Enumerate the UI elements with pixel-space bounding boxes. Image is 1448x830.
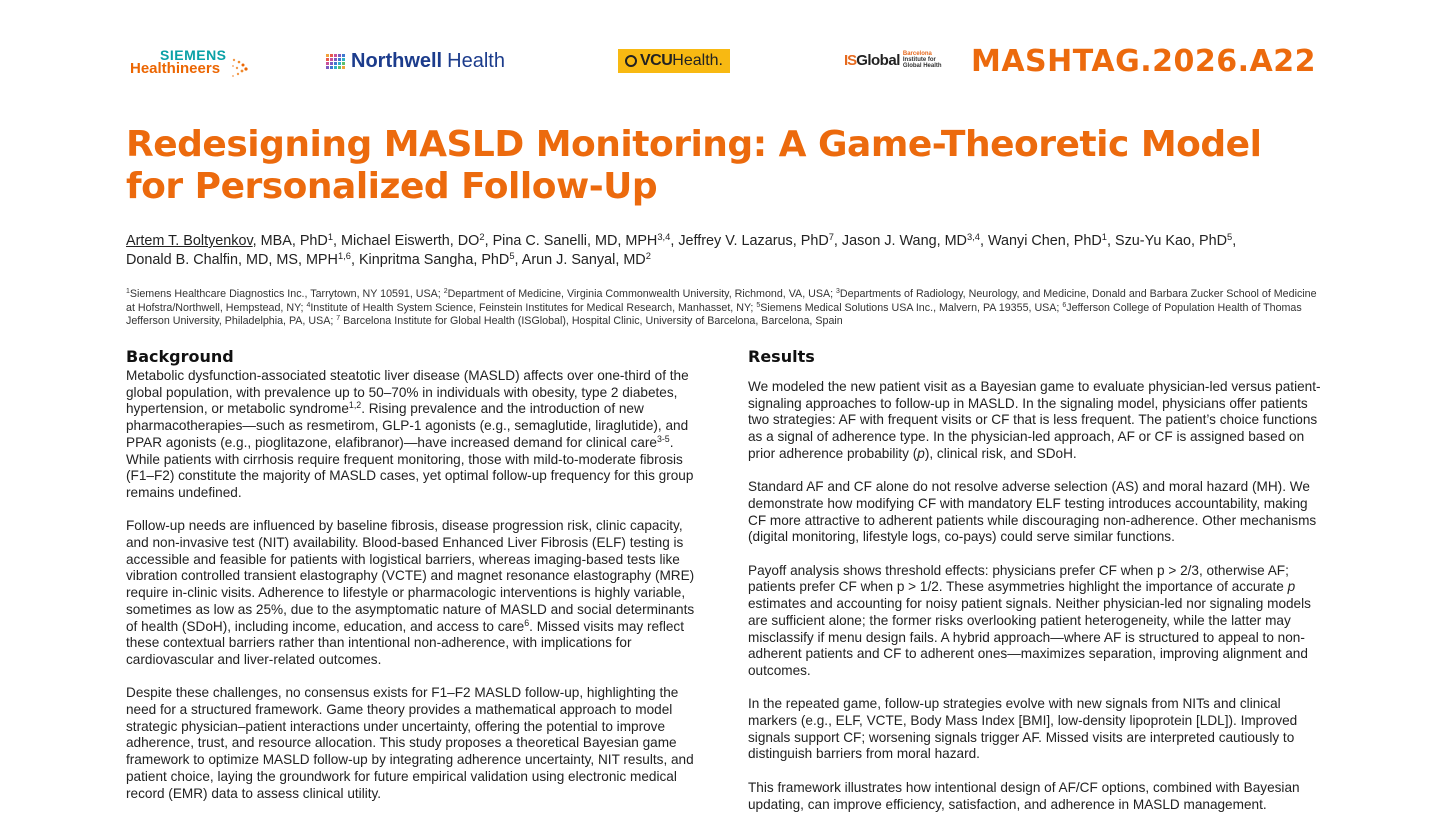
author-sup: 5: [1227, 231, 1233, 242]
affiliation-sup: 6: [1062, 301, 1067, 309]
affiliation: Jefferson College of Population Health of Thomas Jefferson University, Philadelphia, PA, USA;: [126, 301, 1302, 328]
isglobal-sub-institute: Institute for: [902, 57, 936, 63]
isglobal-global-text: Global: [856, 51, 900, 69]
results-paragraph-2: Standard AF and CF alone do not resolve adverse selection (AS) and moral hazard (MH). We demonstrate how modifying CF with mandatory ELF testing introduces accountability, making CF more attractive to adherent patients while discouraging non-adherence. Other mechanisms (digital monitoring, lifestyle logs, co-pays) could serve similar functions.: [748, 479, 1317, 545]
author: Jeffrey V. Lazarus, PhD: [678, 233, 829, 249]
author: Jason J. Wang, MD: [841, 233, 967, 249]
lead-author: Artem T. Boltyenkov: [126, 233, 253, 249]
vcu-health-logo: [618, 49, 730, 73]
affiliation: Institute of Health System Science, Feinstein Institutes for Medical Research, Manhasset, NY;: [310, 301, 757, 314]
northwell-health-logo: [326, 50, 505, 73]
author: Pina C. Sanelli, MD, MPH: [492, 233, 658, 249]
isglobal-logo: [844, 51, 942, 69]
siemens-dots-icon: [230, 56, 250, 80]
lead-author-degrees: , MBA, PhD: [252, 233, 328, 249]
isglobal-sub-barcelona: Barcelona: [902, 51, 932, 57]
affiliation-sup: 7: [336, 315, 341, 323]
citation-sup: 3-5: [656, 433, 670, 444]
northwell-grid-icon: [326, 54, 345, 69]
background-section: [126, 346, 706, 819]
results-paragraph-3: [748, 563, 1328, 680]
citation-sup: 1,2: [348, 400, 362, 411]
author-sup: 1: [327, 231, 334, 242]
abstract-code: MASHTAG.2026.A22: [970, 44, 1316, 79]
affiliation: Departments of Radiology, Neurology, and Medicine, Donald and Barbara Zucker School of Medicine at Hofstra/Northwell, Hempstead, NY;: [126, 288, 1317, 314]
healthineers-logo-text: Healthineers: [130, 60, 221, 77]
background-paragraph-3: Despite these challenges, no consensus exists for F1–F2 MASLD follow-up, highlighting the need for a structured framework. Game theory provides a mathematical approach to model strategic physician–patient interactions under uncertainty, offering the potential to improve adherence, trust, and resource allocation. This study proposes a theoretical Bayesian game framework to optimize MASLD follow-up by integrating adherence uncertainty, NIT results, and patient choice, laying the groundwork for future empirical validation using electronic medical record (EMR) data to assess clinical utility.: [126, 685, 694, 801]
affiliation: Barcelona Institute for Global Health (ISGlobal), Hospital Clinic, University of Barcelona, Barcelona, Spain: [340, 315, 843, 328]
italic-variable: p: [917, 445, 925, 461]
author-sup: 2: [479, 231, 485, 242]
paper-title: Redesigning MASLD Monitoring: A Game-Theoretic Model for Personalized Follow-Up: [126, 124, 1262, 207]
results-section: [748, 346, 1328, 830]
affiliation-sup: 2: [443, 288, 448, 296]
author-sup: 1,6: [337, 250, 351, 261]
author-sup: 3,4: [966, 231, 980, 242]
siemens-logo-text: SIEMENS: [160, 47, 227, 63]
text-run: . Missed visits may reflect these contextual barriers rather than intentional non-adherence, with implications for cardiovascular and liver-related outcomes.: [126, 618, 684, 667]
results-paragraph-5: This framework illustrates how intentional design of AF/CF options, combined with Bayesian updating, can improve efficiency, satisfaction, and adherence in MASLD management.: [748, 779, 1300, 812]
author-sup: 2: [645, 250, 651, 261]
isglobal-is-text: IS: [844, 51, 857, 69]
affiliation-sup: 3: [836, 288, 840, 296]
author: Szu-Yu Kao, PhD: [1115, 233, 1227, 249]
citation-sup: 6: [524, 617, 530, 628]
text-run: We modeled the new patient visit as a Bayesian game to evaluate physician-led versus patient-signaling approaches to follow-up in MASLD. In the signaling model, physicians offer patients two strategies: AF with frequent visits or CF that is less frequent. The patient’s choice functions as a signal of adherence type. In the physician-led approach, AF or CF is assigned based on prior adherence probability (: [748, 379, 1321, 461]
text-run: estimates and accounting for noisy patient signals. Neither physician-led nor signaling models are sufficient alone; the former risks overlooking patient heterogeneity, while the latter may misclassify if menu design fails. A hybrid approach—where AF is structured to appeal to non-adherent patients and CF to adherent ones—maximizes separation, improving alignment and outcomes.: [748, 596, 1311, 678]
health-logo-text: Health: [447, 50, 505, 72]
isglobal-sub-global-health: Global Health: [902, 63, 942, 69]
vcu-seal-icon: [625, 55, 637, 67]
vcu-health-logo-text: Health.: [672, 52, 723, 69]
author: Wanyi Chen, PhD: [987, 233, 1102, 249]
author: Kinpritma Sangha, PhD: [358, 251, 510, 268]
northwell-logo-text: Northwell: [351, 50, 443, 72]
isglobal-subtitle: [903, 51, 942, 69]
author-sup: 3,4: [657, 231, 671, 242]
text-run: Metabolic dysfunction-associated steatotic liver disease (MASLD) affects over one-third of the global population, with prevalence up to 50–70% in individuals with obesity, type 2 diabetes, hypertension, or metabolic syndrome: [126, 368, 689, 417]
background-paragraph-1: [126, 368, 706, 502]
affiliation: Siemens Medical Solutions USA Inc., Malvern, PA 19355, USA;: [760, 301, 1063, 314]
results-paragraph-4: In the repeated game, follow-up strategies evolve with new signals from NITs and clinical markers (e.g., ELF, VCTE, Body Mass Index [BMI], low-density lipoprotein [LDL]). Improved signals support CF; worsening signals trigger AF. Missed visits are interpreted cautiously to distinguish barriers from moral hazard.: [748, 696, 1298, 762]
text-run: . While patients with cirrhosis require frequent monitoring, those with mild-to-moderate fibrosis (F1–F2) constitute the majority of MASLD cases, yet optimal follow-up frequency for this group remains undefined.: [126, 434, 694, 500]
author-sup: 5: [509, 250, 515, 261]
text-run: Follow-up needs are influenced by baseline fibrosis, disease progression risk, clinic capacity, and non-invasive test (NIT) availability. Blood-based Enhanced Liver Fibrosis (ELF) testing is accessible and feasible for patients with logistical barriers, whereas imaging-based tests like vibration controlled transient elastography (VCTE) and magnet resonance elastography (MRE) require in-clinic visits. Adherence to lifestyle or pharmacologic interventions is highly variable, sometimes as low as 25%, due to the asymptomatic nature of MASLD and social determinants of health (SDoH), including income, education, and access to care: [126, 518, 695, 634]
vcu-logo-text: VCU: [640, 52, 673, 69]
author-sup: 1: [1101, 231, 1107, 242]
affiliations: [126, 288, 1326, 329]
siemens-healthineers-logo: [130, 48, 227, 76]
italic-variable: p: [1287, 579, 1296, 595]
affiliation-sup: 5: [756, 301, 761, 309]
author-sup: 7: [828, 231, 834, 242]
affiliation: Department of Medicine, Virginia Commonwealth University, Richmond, VA, USA;: [447, 288, 837, 300]
results-paragraph-1: [748, 379, 1328, 463]
text-run: Payoff analysis shows threshold effects: physicians prefer CF when p > 2/3, otherwise AF; patients prefer CF when p > 1/2. These asymmetries highlight the importance of accurate: [748, 562, 1289, 595]
background-heading: Background: [126, 347, 234, 366]
author: Arun J. Sanyal, MD: [521, 251, 646, 268]
author: Donald B. Chalfin, MD, MS, MPH: [126, 251, 338, 268]
background-paragraph-2: [126, 518, 706, 668]
affiliation-sup: 4: [306, 301, 311, 309]
text-run: ), clinical risk, and SDoH.: [924, 445, 1077, 461]
text-run: . Rising prevalence and the introduction of new pharmacotherapies—such as resmetirom, GLP-1 agonists (e.g., semaglutide, liraglutide), and PPAR agonists (e.g., pioglitazone, elafibranor)—have increased demand for clinical care: [126, 401, 689, 450]
author-list: Artem T. Boltyenkov, MBA, PhD$^1$, Michael Eiswerth, $DO^2$, Pina C. Sanelli, MD, MPH$^{3,4}$, Jeffrey V. Lazarus, PhD$^7$, Jason J. Wang, MD$^{3,4}$, Wanyi Chen, PhD$^1$, Szu-Yu Kao, PhD$^5$, Donald B. Chalfin, MD, MS, MPH$^{1,6}$, Kinpritma Sangha, PhD$^5$, Arun J. Sanyal, $MD^2$: [126, 231, 1237, 268]
sponsor-logos: [0, 44, 1448, 84]
affiliation: Siemens Healthcare Diagnostics Inc., Tarrytown, NY 10591, USA;: [129, 288, 444, 300]
affiliation-sup: 1: [126, 288, 130, 296]
author: Michael Eiswerth, DO: [341, 233, 480, 249]
results-heading: Results: [748, 347, 815, 366]
